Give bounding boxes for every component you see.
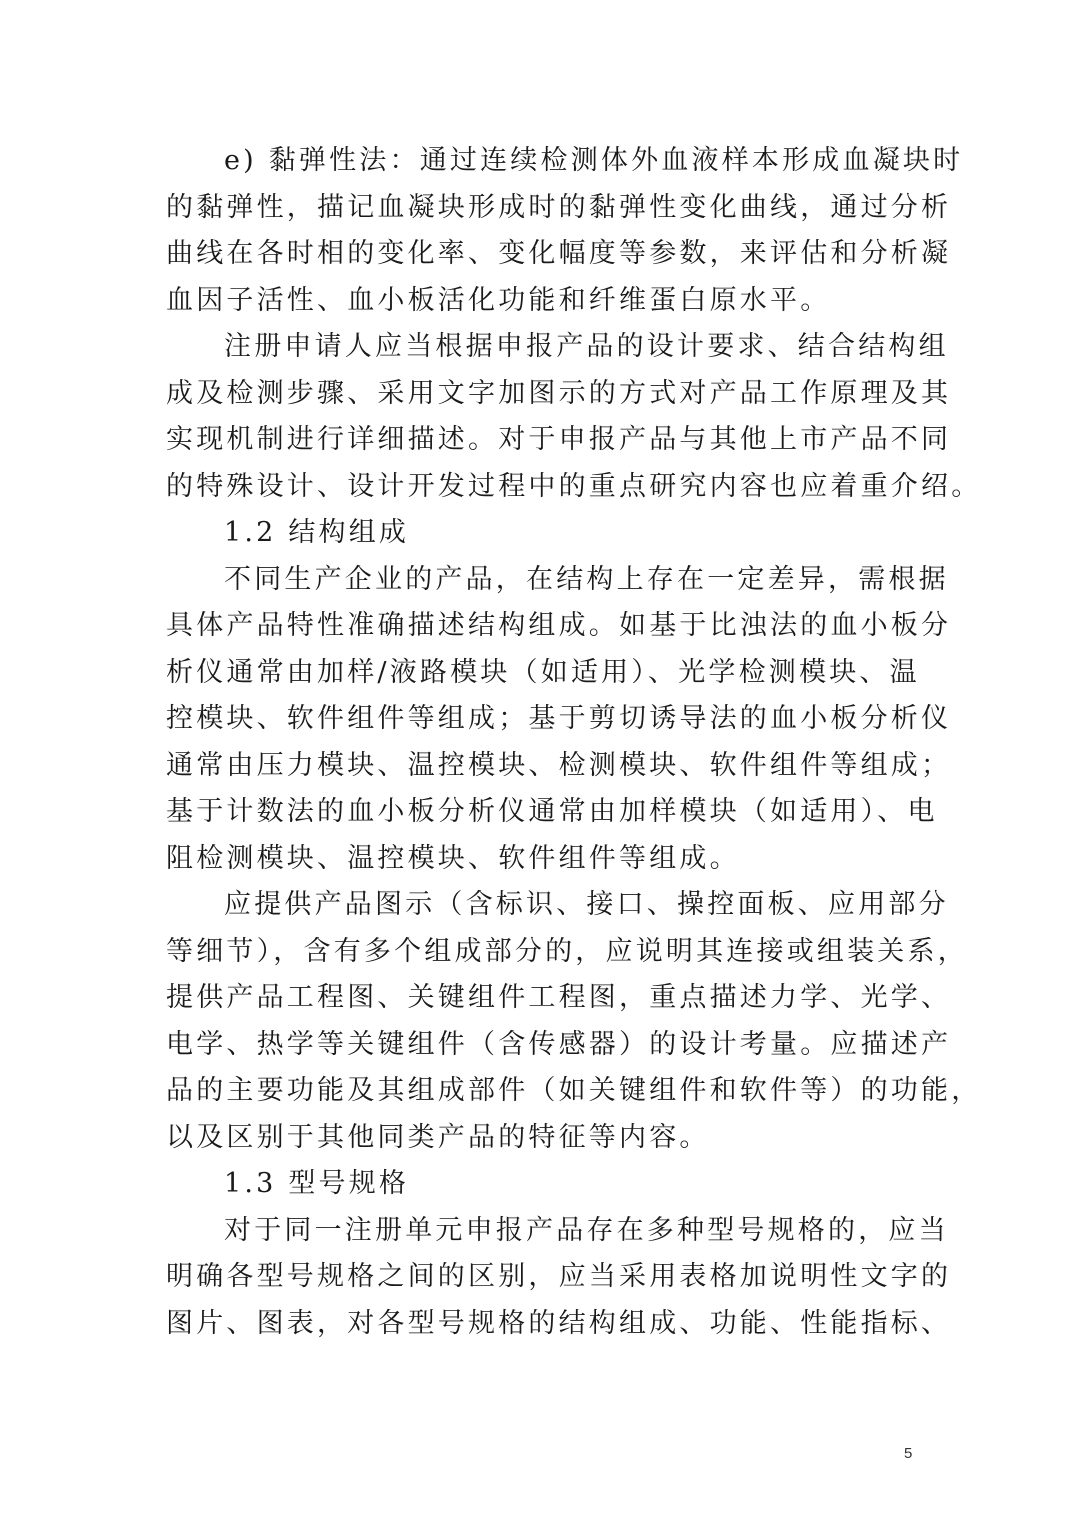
paragraph-line: 提供产品工程图、关键组件工程图，重点描述力学、光学、 xyxy=(166,982,952,1013)
paragraph-line: 阻检测模块、温控模块、软件组件等组成。 xyxy=(166,842,740,874)
paragraph-line: e) 黏弹性法：通过连续检测体外血液样本形成血凝块时 xyxy=(224,145,964,176)
paragraph-line: 的特殊设计、设计开发过程中的重点研究内容也应着重介绍。 xyxy=(166,470,982,502)
paragraph-line: 血因子活性、血小板活化功能和纤维蛋白原水平。 xyxy=(166,284,831,316)
paragraph-line: 的黏弹性，描记血凝块形成时的黏弹性变化曲线，通过分析 xyxy=(166,191,952,223)
paragraph-line: 成及检测步骤、采用文字加图示的方式对产品工作原理及其 xyxy=(166,377,952,409)
paragraph-line: 以及区别于其他同类产品的特征等内容。 xyxy=(166,1121,710,1153)
paragraph-line: 通常由压力模块、温控模块、检测模块、软件组件等组成； xyxy=(166,749,952,781)
section-heading-1-3: 1.3 型号规格 xyxy=(224,1168,410,1199)
body-text xyxy=(166,138,982,1347)
paragraph-line: 不同生产企业的产品，在结构上存在一定差异，需根据 xyxy=(224,563,949,595)
paragraph-line: 对于同一注册单元申报产品存在多种型号规格的，应当 xyxy=(224,1214,949,1246)
paragraph-line: 具体产品特性准确描述结构组成。如基于比浊法的血小板分 xyxy=(166,610,952,641)
paragraph-line: 注册申请人应当根据申报产品的设计要求、结合结构组 xyxy=(224,331,949,362)
paragraph-line: 曲线在各时相的变化率、变化幅度等参数，来评估和分析凝 xyxy=(166,238,952,269)
paragraph-line: 应提供产品图示（含标识、接口、操控面板、应用部分 xyxy=(224,889,949,920)
paragraph-line: 等细节），含有多个组成部分的，应说明其连接或组装关系， xyxy=(166,935,968,967)
section-heading-1-2: 1.2 结构组成 xyxy=(224,517,410,548)
paragraph-line: 电学、热学等关键组件（含传感器）的设计考量。应描述产 xyxy=(166,1028,952,1060)
paragraph-line: 基于计数法的血小板分析仪通常由加样模块（如适用）、电 xyxy=(166,796,938,827)
paragraph-line: 明确各型号规格之间的区别，应当采用表格加说明性文字的 xyxy=(166,1261,952,1292)
paragraph-line: 控模块、软件组件等组成；基于剪切诱导法的血小板分析仪 xyxy=(166,703,952,734)
paragraph-line: 图片、图表，对各型号规格的结构组成、功能、性能指标、 xyxy=(166,1307,952,1339)
paragraph-line: 品的主要功能及其组成部件（如关键组件和软件等）的功能， xyxy=(166,1075,982,1106)
paragraph-line: 析仪通常由加样/液路模块（如适用）、光学检测模块、温 xyxy=(166,656,920,688)
paragraph-line: 实现机制进行详细描述。对于申报产品与其他上市产品不同 xyxy=(166,424,952,455)
page-number: 5 xyxy=(904,1445,913,1462)
